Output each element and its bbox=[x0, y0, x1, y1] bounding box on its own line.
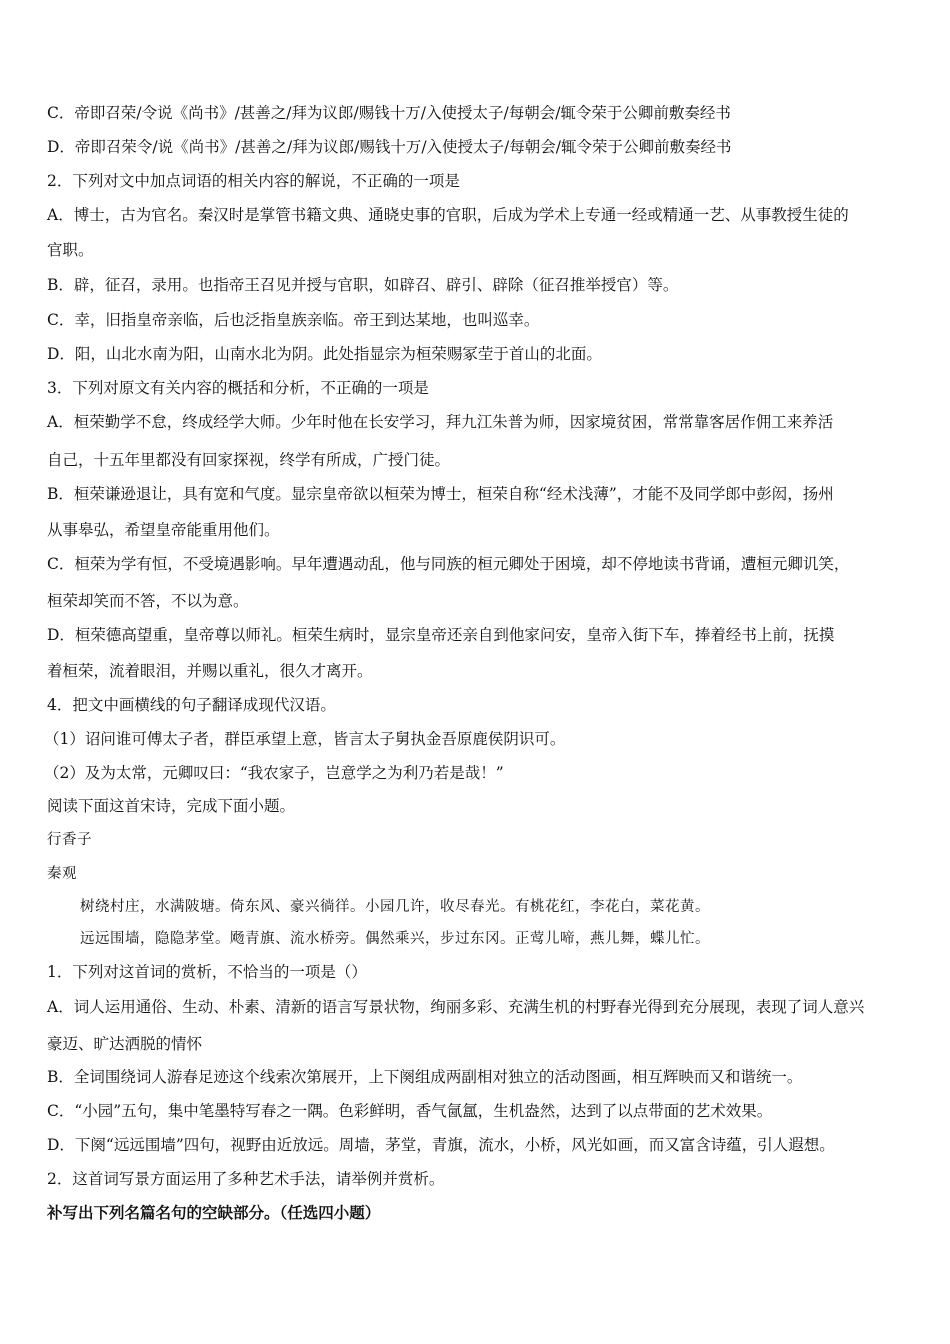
option-c-line: C．帝即召荣/令说《尚书》/甚善之/拜为议郎/赐钱十万/入使授太子/每朝会/辄令荣于公卿前敷奏经书 bbox=[47, 104, 731, 122]
q3-option-b-cont: 从事皋弘，希望皇帝能重用他们。 bbox=[47, 521, 280, 539]
q3-option-a-cont: 自己，十五年里都没有回家探视，终学有所成，广授门徒。 bbox=[47, 451, 451, 469]
poem-question-2-stem: 2．这首词写景方面运用了多种艺术手法，请举例并赏析。 bbox=[47, 1170, 445, 1188]
option-d-line: D．帝即召荣令/说《尚书》/甚善之/拜为议郎/赐钱十万/入使授太子/每朝会/辄令荣于公卿前敷奏经书 bbox=[47, 138, 732, 156]
poem-q1-option-b: B．全词围绕词人游春足迹这个线索次第展开，上下阕组成两副相对独立的活动图画，相互辉映而又和谐统一。 bbox=[47, 1068, 803, 1086]
question-4-stem: 4．把文中画横线的句子翻译成现代汉语。 bbox=[47, 696, 336, 714]
q2-option-d: D．阳，山北水南为阳，山南水北为阴。此处指显宗为桓荣赐冢茔于首山的北面。 bbox=[47, 345, 602, 363]
question-3-stem: 3．下列对原文有关内容的概括和分析，不正确的一项是 bbox=[47, 379, 429, 397]
poem-q1-option-a: A．词人运用通俗、生动、朴素、清新的语言写景状物，绚丽多彩、充满生机的村野春光得到充分展现，表现了词人意兴 bbox=[47, 998, 865, 1016]
q4-sentence-2: （2）及为太常，元卿叹曰：“我农家子，岂意学之为利乃若是哉！” bbox=[44, 764, 504, 782]
poem-question-1-stem: 1．下列对这首词的赏析，不恰当的一项是（） bbox=[47, 963, 367, 981]
q2-option-a-cont: 官职。 bbox=[47, 241, 94, 259]
poem-q1-option-a-cont: 豪迈、旷达洒脱的情怀 bbox=[47, 1035, 203, 1053]
q2-option-c: C．幸，旧指皇帝亲临，后也泛指皇族亲临。帝王到达某地，也叫巡幸。 bbox=[47, 311, 540, 329]
q3-option-b: B．桓荣谦逊退让，具有宽和气度。显宗皇帝欲以桓荣为博士，桓荣自称“经术浅薄”，才能不及同学郎中彭闳，扬州 bbox=[47, 485, 834, 503]
q3-option-d-cont: 着桓荣，流着眼泪，并赐以重礼，很久才离开。 bbox=[47, 662, 373, 680]
q2-option-b: B．辟，征召，录用。也指帝王召见并授与官职，如辟召、辟引、辟除（征召推举授官）等。 bbox=[47, 276, 679, 294]
poem-q1-option-d: D．下阕“远远围墙”四句，视野由近放远。周墙，茅堂，青旗，流水，小桥，风光如画，而又富含诗蕴，引人遐想。 bbox=[47, 1136, 835, 1154]
poem-author: 秦观 bbox=[47, 866, 77, 882]
poem-title: 行香子 bbox=[47, 832, 92, 848]
poem-reading-intro: 阅读下面这首宋诗，完成下面小题。 bbox=[47, 797, 296, 815]
poem-q1-option-c: C．“小园”五句，集中笔墨特写春之一隅。色彩鲜明，香气氤氲，生机盎然，达到了以点带面的艺术效果。 bbox=[47, 1102, 773, 1120]
poem-stanza-2: 远远围墙，隐隐茅堂。飏青旗、流水桥旁。偶然乘兴，步过东冈。正莺儿啼，燕儿舞，蝶儿忙。 bbox=[80, 931, 710, 947]
q3-option-c: C．桓荣为学有恒，不受境遇影响。早年遭遇动乱，他与同族的桓元卿处于困境，却不停地读书背诵，遭桓元卿讥笑， bbox=[47, 555, 850, 573]
q3-option-c-cont: 桓荣却笑而不答，不以为意。 bbox=[47, 592, 249, 610]
section-heading-fill-in: 补写出下列名篇名句的空缺部分。（任选四小题） bbox=[47, 1203, 381, 1222]
q2-option-a: A．博士，古为官名。秦汉时是掌管书籍文典、通晓史事的官职，后成为学术上专通一经或精通一艺、从事教授生徒的 bbox=[47, 206, 849, 224]
q4-sentence-1: （1）诏问谁可傅太子者，群臣承望上意，皆言太子舅执金吾原鹿侯阴识可。 bbox=[44, 730, 566, 748]
q3-option-d: D．桓荣德高望重，皇帝尊以师礼。桓荣生病时，显宗皇帝还亲自到他家问安，皇帝入街下车，捧着经书上前，抚摸 bbox=[47, 626, 835, 644]
q3-option-a: A．桓荣勤学不怠，终成经学大师。少年时他在长安学习，拜九江朱普为师，因家境贫困，常常靠客居作佣工来养活 bbox=[47, 413, 834, 431]
poem-stanza-1: 树绕村庄，水满陂塘。倚东风、豪兴徜徉。小园几许，收尽春光。有桃花红，李花白，菜花黄。 bbox=[80, 899, 710, 915]
question-2-stem: 2．下列对文中加点词语的相关内容的解说，不正确的一项是 bbox=[47, 172, 460, 190]
